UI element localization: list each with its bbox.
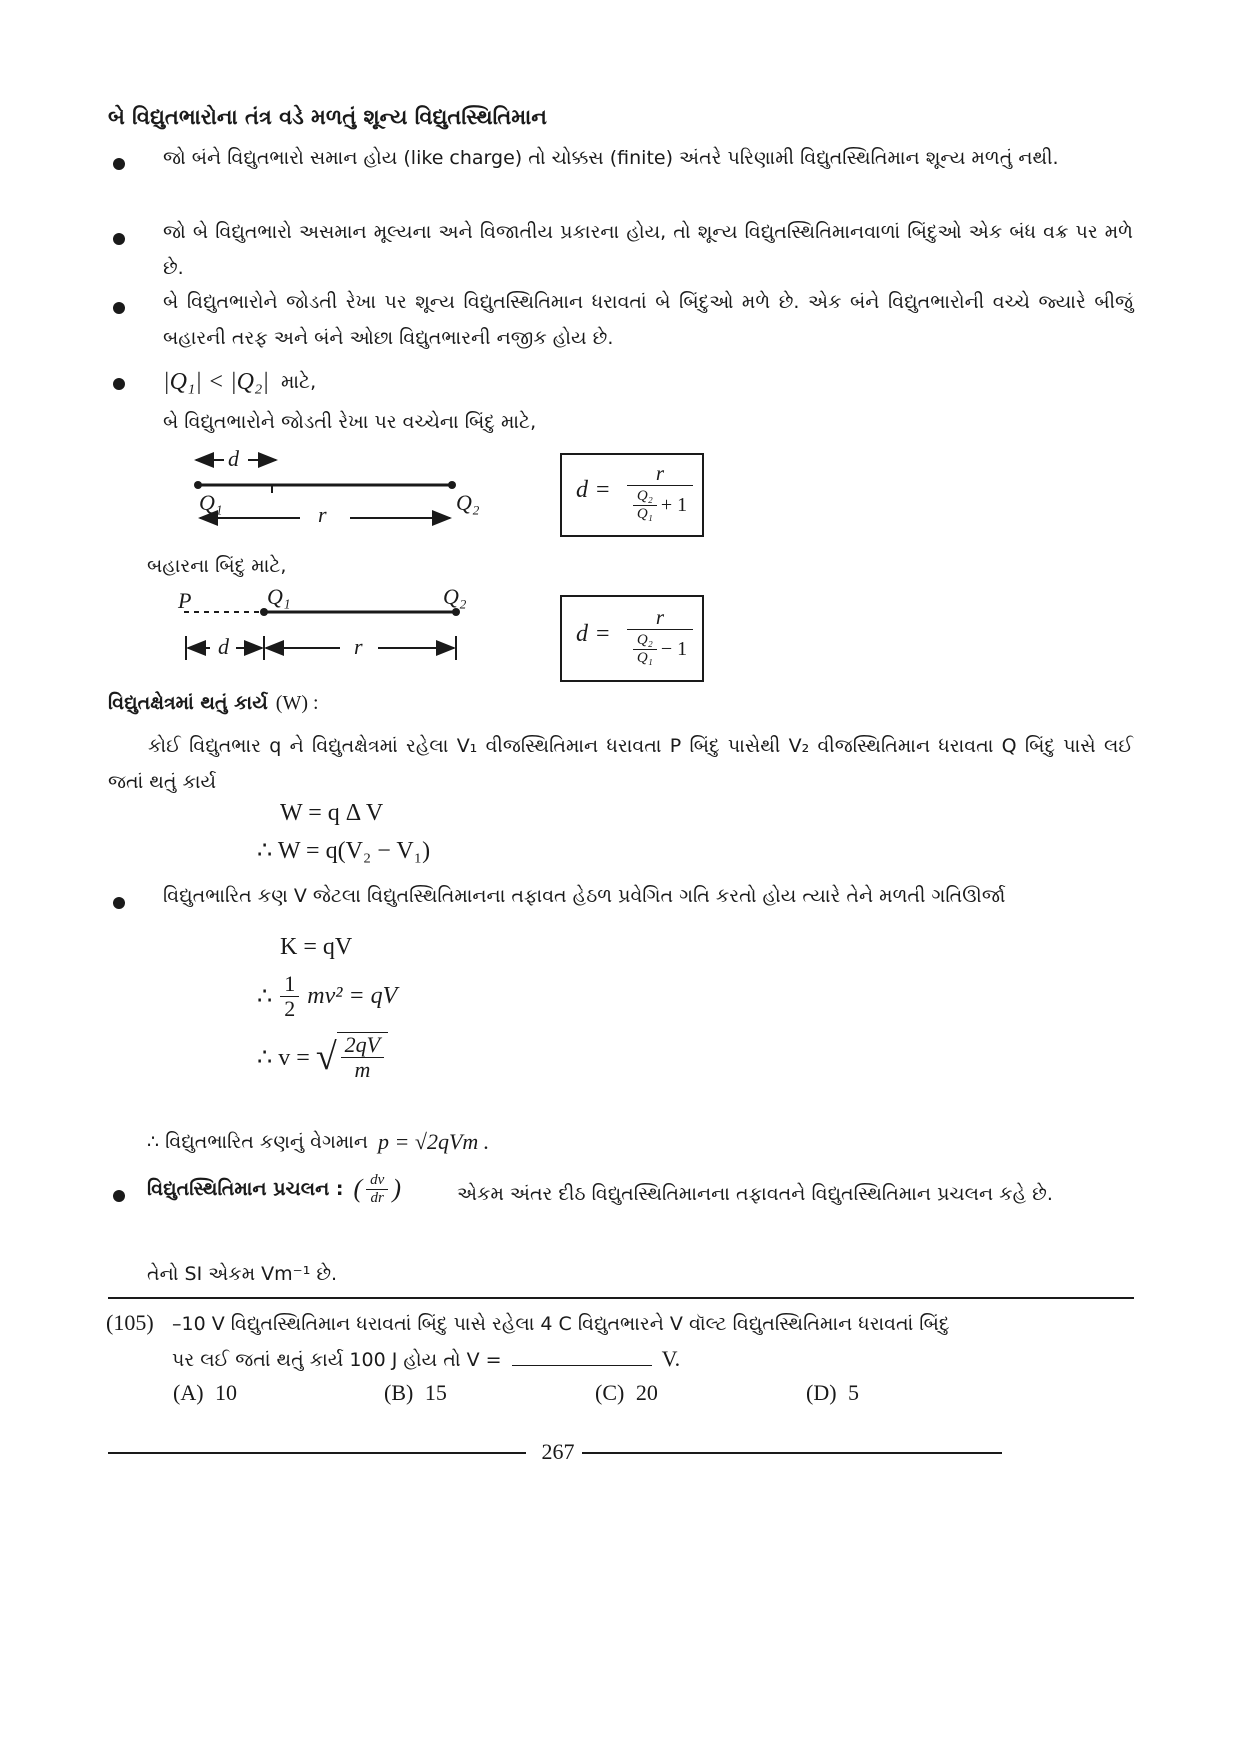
option-a-value: 10 (215, 1380, 238, 1405)
work-heading: વિદ્યુતક્ષેત્રમાં થતું કાર્ય (108, 692, 268, 714)
section-heading: બે વિદ્યુતભારોના તંત્ર વડે મળતું શૂન્ય વિદ્યુતસ્થિતિમાન (108, 105, 547, 129)
work-equation-2: ∴ W = q(V₂ − V₁) (257, 838, 431, 864)
between-point-label: બે વિદ્યુતભારોને જોડતી રેખા પર વચ્ચેના બિંદુ માટે, (163, 411, 537, 433)
question-line-2: પર લઈ જતાં થતું કાર્ય 100 J હોય તો V = (172, 1349, 502, 1371)
gradient-text: એકમ અંતર દીઠ વિદ્યુતસ્થિતિમાનના તફાવતને વિદ્યુતસ્થિતિમાન પ્રચલન કહે છે. (457, 1183, 1053, 1205)
velocity-denominator: m (354, 1057, 371, 1083)
si-unit-text: તેનો SI એકમ Vm⁻¹ છે. (147, 1263, 338, 1285)
box2-numerator: r (655, 605, 665, 629)
option-a-label: (A) (173, 1380, 204, 1405)
option-c-value: 20 (635, 1380, 658, 1405)
box2-lhs: d (576, 621, 588, 647)
box2-equals: = (596, 621, 610, 647)
question-number: (105) (106, 1310, 154, 1335)
option-d-label: (D) (806, 1380, 837, 1405)
option-b-value: 15 (424, 1380, 447, 1405)
footer-rule-left (108, 1452, 526, 1454)
bullet-dot (113, 378, 125, 390)
bullet-dot (113, 1190, 125, 1202)
bullet-text-1: જો બંને વિદ્યુતભારો સમાન હોય (like charge) તો ચોક્કસ (finite) અંતરે પરિણામી વિદ્યુતસ્થિતિમાન શૂન્ય મળતું નથી. (163, 147, 1059, 169)
bullet-dot (113, 302, 125, 314)
bullet-text-3: બે વિદ્યુતભારોને જોડતી રેખા પર શૂન્ય વિદ્યુતસ્થિતિમાન ધરાવતાં બે બિંદુઓ મળે છે. એક બંને વિદ્યુતભારોની વચ્ચે જ્યારે બીજું બહારની તરફ અને બંને ઓછા વિદ્યુતભારની નજીક હોય છે. (163, 291, 1133, 349)
question-line-1: –10 V વિદ્યુતસ્થિતિમાન ધરાવતાં બિંદુ પાસે રહેલા 4 C વિદ્યુતભારને V વૉલ્ટ વિદ્યુતસ્થિતિમાન ધરાવતાં બિંદુ (172, 1313, 950, 1335)
box2-tail: − 1 (660, 637, 688, 660)
diagram1-r-label: r (318, 502, 327, 527)
momentum-equation: p = √2qVm . (378, 1129, 490, 1154)
box1-equals: = (596, 477, 610, 503)
diagram2-q1-label: Q₁ (267, 584, 291, 609)
option-a[interactable] (173, 1380, 237, 1406)
open-paren: ( (353, 1174, 363, 1203)
kinetic-text: વિદ્યુતભારિત કણ V જેટલા વિદ્યુતસ્થિતિમાનના તફાવત હેઠળ પ્રવેગિત ગતિ કરતો હોય ત્યારે તેને મળતી ગતિઊર્જા (163, 885, 1006, 907)
therefore-symbol: ∴ (257, 984, 273, 1011)
option-c-label: (C) (595, 1380, 625, 1405)
bullet-dot (113, 233, 125, 245)
charge-q2-dot (448, 481, 456, 489)
diagram2-r-label: r (354, 634, 363, 659)
box1-q2: Q₂ (633, 488, 657, 506)
half-numerator: 1 (280, 972, 299, 997)
box1-tail: + 1 (660, 493, 688, 516)
work-paragraph: કોઈ વિદ્યુતભાર q ને વિદ્યુતક્ષેત્રમાં રહેલા V₁ વીજસ્થિતિમાન ધરાવતા P બિંદુ પાસેથી V₂ વીજસ્થિતિમાન ધરાવતા Q બિંદુ પાસે લઈ જતાં થતું કાર્ય (108, 735, 1133, 793)
bullet-text-2: જો બે વિદ્યુતભારો અસમાન મૂલ્યના અને વિજાતીય પ્રકારના હોય, તો શૂન્ય વિદ્યુતસ્થિતિમાનવાળાં બિંદુઓ એક બંધ વક્ર પર મળે છે. (163, 221, 1133, 279)
bullet-dot (113, 897, 125, 909)
box1-numerator: r (655, 461, 665, 485)
diagram1-q2-label: Q₂ (456, 490, 480, 515)
condition-expression: |Q₁| < |Q₂| (163, 368, 269, 395)
kinetic-equation-1: K = qV (280, 934, 353, 960)
box1-lhs: d (576, 477, 588, 503)
formula-box-between (560, 453, 704, 537)
page-number: 267 (541, 1439, 575, 1464)
work-heading-suffix: (W) : (275, 692, 319, 714)
option-c[interactable] (595, 1380, 658, 1406)
answer-blank (512, 1365, 652, 1366)
option-b-label: (B) (384, 1380, 414, 1405)
close-paren: ) (392, 1174, 401, 1203)
charge-q1-dot (194, 481, 202, 489)
option-b[interactable] (384, 1380, 447, 1406)
momentum-text: ∴ વિદ્યુતભારિત કણનું વેગમાન (147, 1131, 369, 1153)
box2-q1: Q₁ (636, 649, 653, 666)
work-equation-1: W = q Δ V (280, 800, 384, 826)
outer-point-label: બહારના બિંદુ માટે, (147, 555, 287, 577)
option-d-value: 5 (848, 1380, 860, 1405)
gradient-frac-num: dv (366, 1172, 388, 1190)
gradient-term: વિદ્યુતસ્થિતિમાન પ્રચલન : (147, 1178, 344, 1200)
diagram1-d-label: d (228, 446, 239, 471)
section-divider (108, 1297, 1134, 1299)
box2-q2: Q₂ (633, 632, 657, 650)
condition-suffix: માટે, (280, 371, 317, 393)
diagram1-q1-label: Q₁ (199, 490, 223, 515)
kinetic-equation-2: mv² = qV (307, 983, 398, 1010)
bullet-dot (113, 158, 125, 170)
question-line-2-suffix: V. (661, 1346, 681, 1371)
half-denominator: 2 (284, 996, 296, 1022)
velocity-numerator: 2qV (341, 1033, 384, 1058)
formula-box-outer (560, 595, 704, 682)
sqrt-icon: √ (315, 1036, 337, 1079)
diagram2-d-label: d (218, 634, 229, 659)
box1-q1: Q₁ (636, 505, 653, 522)
footer-rule-right (582, 1452, 1002, 1454)
diagram2-q2-label: Q₂ (443, 584, 467, 609)
option-d[interactable] (806, 1380, 859, 1406)
diagram2-p-label: P (178, 588, 192, 613)
velocity-lhs: ∴ v = (257, 1044, 310, 1071)
gradient-frac-den: dr (370, 1189, 384, 1206)
